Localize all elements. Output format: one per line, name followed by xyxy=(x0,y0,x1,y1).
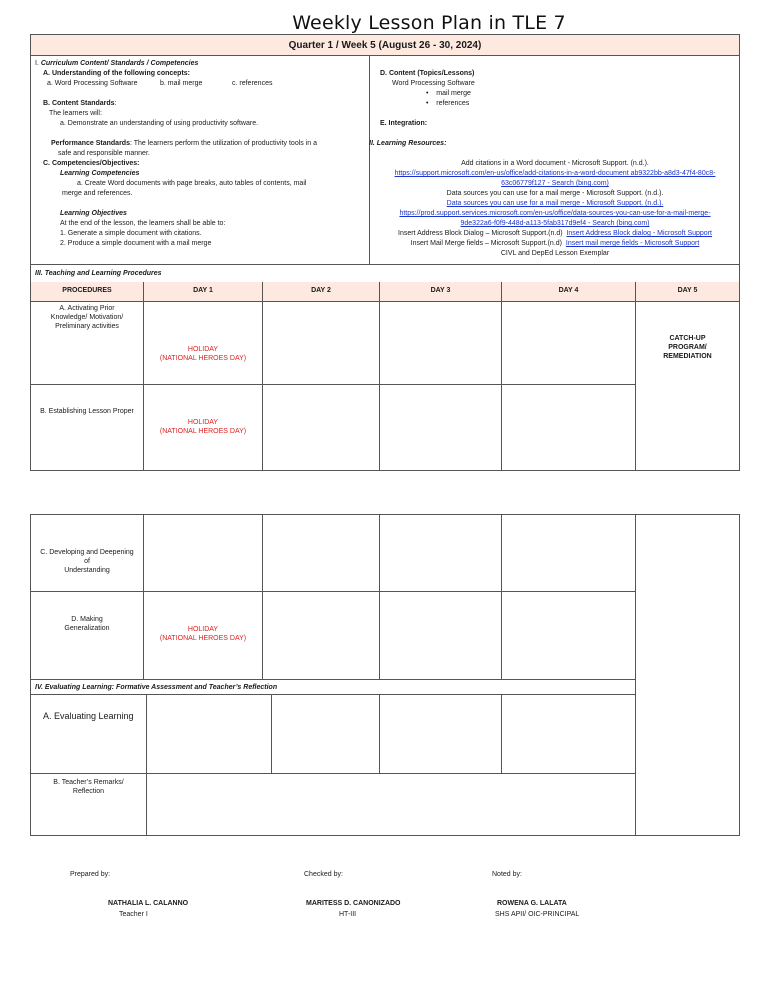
learning-competency-text: a. Create Word documents with page breaks, auto tables of contents, mail xyxy=(77,180,307,187)
table-rule xyxy=(262,282,263,471)
holiday-note: HOLIDAY (NATIONAL HEROES DAY) xyxy=(159,419,247,436)
content-topics-label: D. Content (Topics/Lessons) xyxy=(380,70,475,77)
topic-bullet: • mail merge xyxy=(426,90,471,97)
content-standards-item: a. Demonstrate an understanding of using productivity software. xyxy=(60,120,259,127)
learning-objectives-intro: At the end of the lesson, the learners shall be able to: xyxy=(60,220,226,227)
concept-item: b. mail merge xyxy=(160,80,203,87)
noted-by-name: ROWENA G. LALATA xyxy=(497,900,567,907)
table-rule xyxy=(30,384,635,385)
header-day-2: DAY 2 xyxy=(263,282,379,300)
table-rule xyxy=(635,514,636,836)
performance-standards-cont: safe and responsible manner. xyxy=(58,150,150,157)
integration-label: E. Integration: xyxy=(380,120,428,127)
teacher-remarks-label: B. Teacher’s Remarks/ Reflection xyxy=(53,779,124,796)
table-rule xyxy=(30,694,635,695)
table-rule xyxy=(143,514,144,679)
performance-standards: Performance Standards: The learners perform the utilization of productivity tools in a xyxy=(51,140,318,147)
procedure-d-label: D. Making Generalization xyxy=(64,616,110,633)
table-rule xyxy=(271,694,272,773)
resource-link[interactable]: Insert Address Block dialog - Microsoft Support xyxy=(566,230,712,237)
resource-link[interactable]: https://support.microsoft.com/en-us/office/add-citations-in-a-word-document ab9322bb-a8d3-47f4-80c8- xyxy=(394,170,716,177)
table-rule xyxy=(30,679,635,680)
section1-heading: I. Curriculum Content/ Standards / Competencies xyxy=(35,60,199,67)
resource-citation: Add citations in a Word document - Microsoft Support. (n.d.). xyxy=(461,160,649,167)
prepared-by-label: Prepared by: xyxy=(70,871,111,878)
table-rule xyxy=(146,694,147,836)
learning-resources-label: II. Learning Resources: xyxy=(369,140,447,147)
prepared-by-name: NATHALIA L. CALANNO xyxy=(108,900,189,907)
table-rule xyxy=(379,694,380,773)
competencies-label: C. Competencies/Objectives: xyxy=(43,160,140,167)
procedure-a-label: A. Activating Prior Knowledge/ Motivation/ Preliminary activities xyxy=(50,305,124,331)
section3-heading: III. Teaching and Learning Procedures xyxy=(35,270,162,277)
table-rule xyxy=(379,514,380,679)
table-rule xyxy=(143,282,144,471)
table-rule xyxy=(501,282,502,471)
topic-bullet: • references xyxy=(426,100,470,107)
resource-link[interactable]: https://prod.support.services.microsoft.com/en-us/office/data-sources-you-can-use-for-a-mail-merge- xyxy=(399,210,711,217)
procedure-c-label: C. Developing and Deepening of Understanding xyxy=(40,549,134,575)
concept-item: c. references xyxy=(232,80,273,87)
resource-link[interactable]: Data sources you can use for a mail merge - Microsoft Support. (n.d.). xyxy=(446,200,664,207)
table-rule xyxy=(379,282,380,471)
evaluating-learning-label: A. Evaluating Learning xyxy=(43,711,134,721)
prepared-by-title: Teacher I xyxy=(119,911,148,918)
noted-by-label: Noted by: xyxy=(492,871,522,878)
header-day-3: DAY 3 xyxy=(380,282,501,300)
holiday-note: HOLIDAY (NATIONAL HEROES DAY) xyxy=(159,626,247,643)
table-rule xyxy=(501,694,502,773)
resource-link[interactable]: Insert mail merge fields - Microsoft Support xyxy=(565,240,700,247)
resource-link[interactable]: 63c06779f127 - Search (bing.com) xyxy=(501,180,609,187)
content-topic: Word Processing Software xyxy=(392,80,475,87)
concept-item: a. Word Processing Software xyxy=(47,80,138,87)
learning-objective-item: 2. Produce a simple document with a mail merge xyxy=(60,240,212,247)
table-rule xyxy=(30,301,740,302)
resource-citation: Data sources you can use for a mail merge - Microsoft Support. (n.d.). xyxy=(446,190,664,197)
noted-by-title: SHS APII/ OIC-PRINCIPAL xyxy=(495,911,580,918)
table-rule xyxy=(501,514,502,679)
learning-competency-text-cont: merge and references. xyxy=(62,190,133,197)
resource-citation-row: Insert Address Block Dialog – Microsoft Support.(n.d) Insert Address Block dialog - Microsoft Support xyxy=(398,230,712,237)
learning-objective-item: 1. Generate a simple document with citations. xyxy=(60,230,202,237)
content-standards-intro: The learners will: xyxy=(49,110,102,117)
learning-competencies-label: Learning Competencies xyxy=(60,170,140,177)
day5-catch-up: CATCH-UP PROGRAM/ REMEDIATION xyxy=(663,335,712,361)
resource-citation-row: Insert Mail Merge fields – Microsoft Support.(n.d) Insert mail merge fields - Microsoft Support xyxy=(410,240,700,247)
content-standards-label: B. Content Standards: xyxy=(43,100,117,107)
procedure-b-label: B. Establishing Lesson Proper xyxy=(40,408,134,415)
quarter-banner: Quarter 1 / Week 5 (August 26 - 30, 2024) xyxy=(30,34,740,56)
understanding-label: A. Understanding of the following concepts: xyxy=(43,70,190,77)
header-day-4: DAY 4 xyxy=(502,282,635,300)
table-rule xyxy=(262,514,263,679)
holiday-note: HOLIDAY (NATIONAL HEROES DAY) xyxy=(159,346,247,363)
table-rule xyxy=(30,773,635,774)
section4-heading: IV. Evaluating Learning: Formative Assessment and Teacher’s Reflection xyxy=(35,684,278,691)
header-procedures: PROCEDURES xyxy=(31,282,143,300)
checked-by-name: MARITESS D. CANONIZADO xyxy=(306,900,401,907)
checked-by-title: HT-III xyxy=(339,911,357,918)
table-rule xyxy=(635,282,636,471)
checked-by-label: Checked by: xyxy=(304,871,343,878)
learning-objectives-label: Learning Objectives xyxy=(60,210,127,217)
resource-citation: CIVL and DepEd Lesson Exemplar xyxy=(500,250,610,257)
document-title: Weekly Lesson Plan in TLE 7 xyxy=(292,12,566,34)
header-day-5: DAY 5 xyxy=(636,282,739,300)
header-day-1: DAY 1 xyxy=(144,282,262,300)
resource-link[interactable]: 9de322a6-f0f9-448d-a113-5fab317d9ef4 - Search (bing.com) xyxy=(460,220,650,227)
table-rule xyxy=(30,591,635,592)
